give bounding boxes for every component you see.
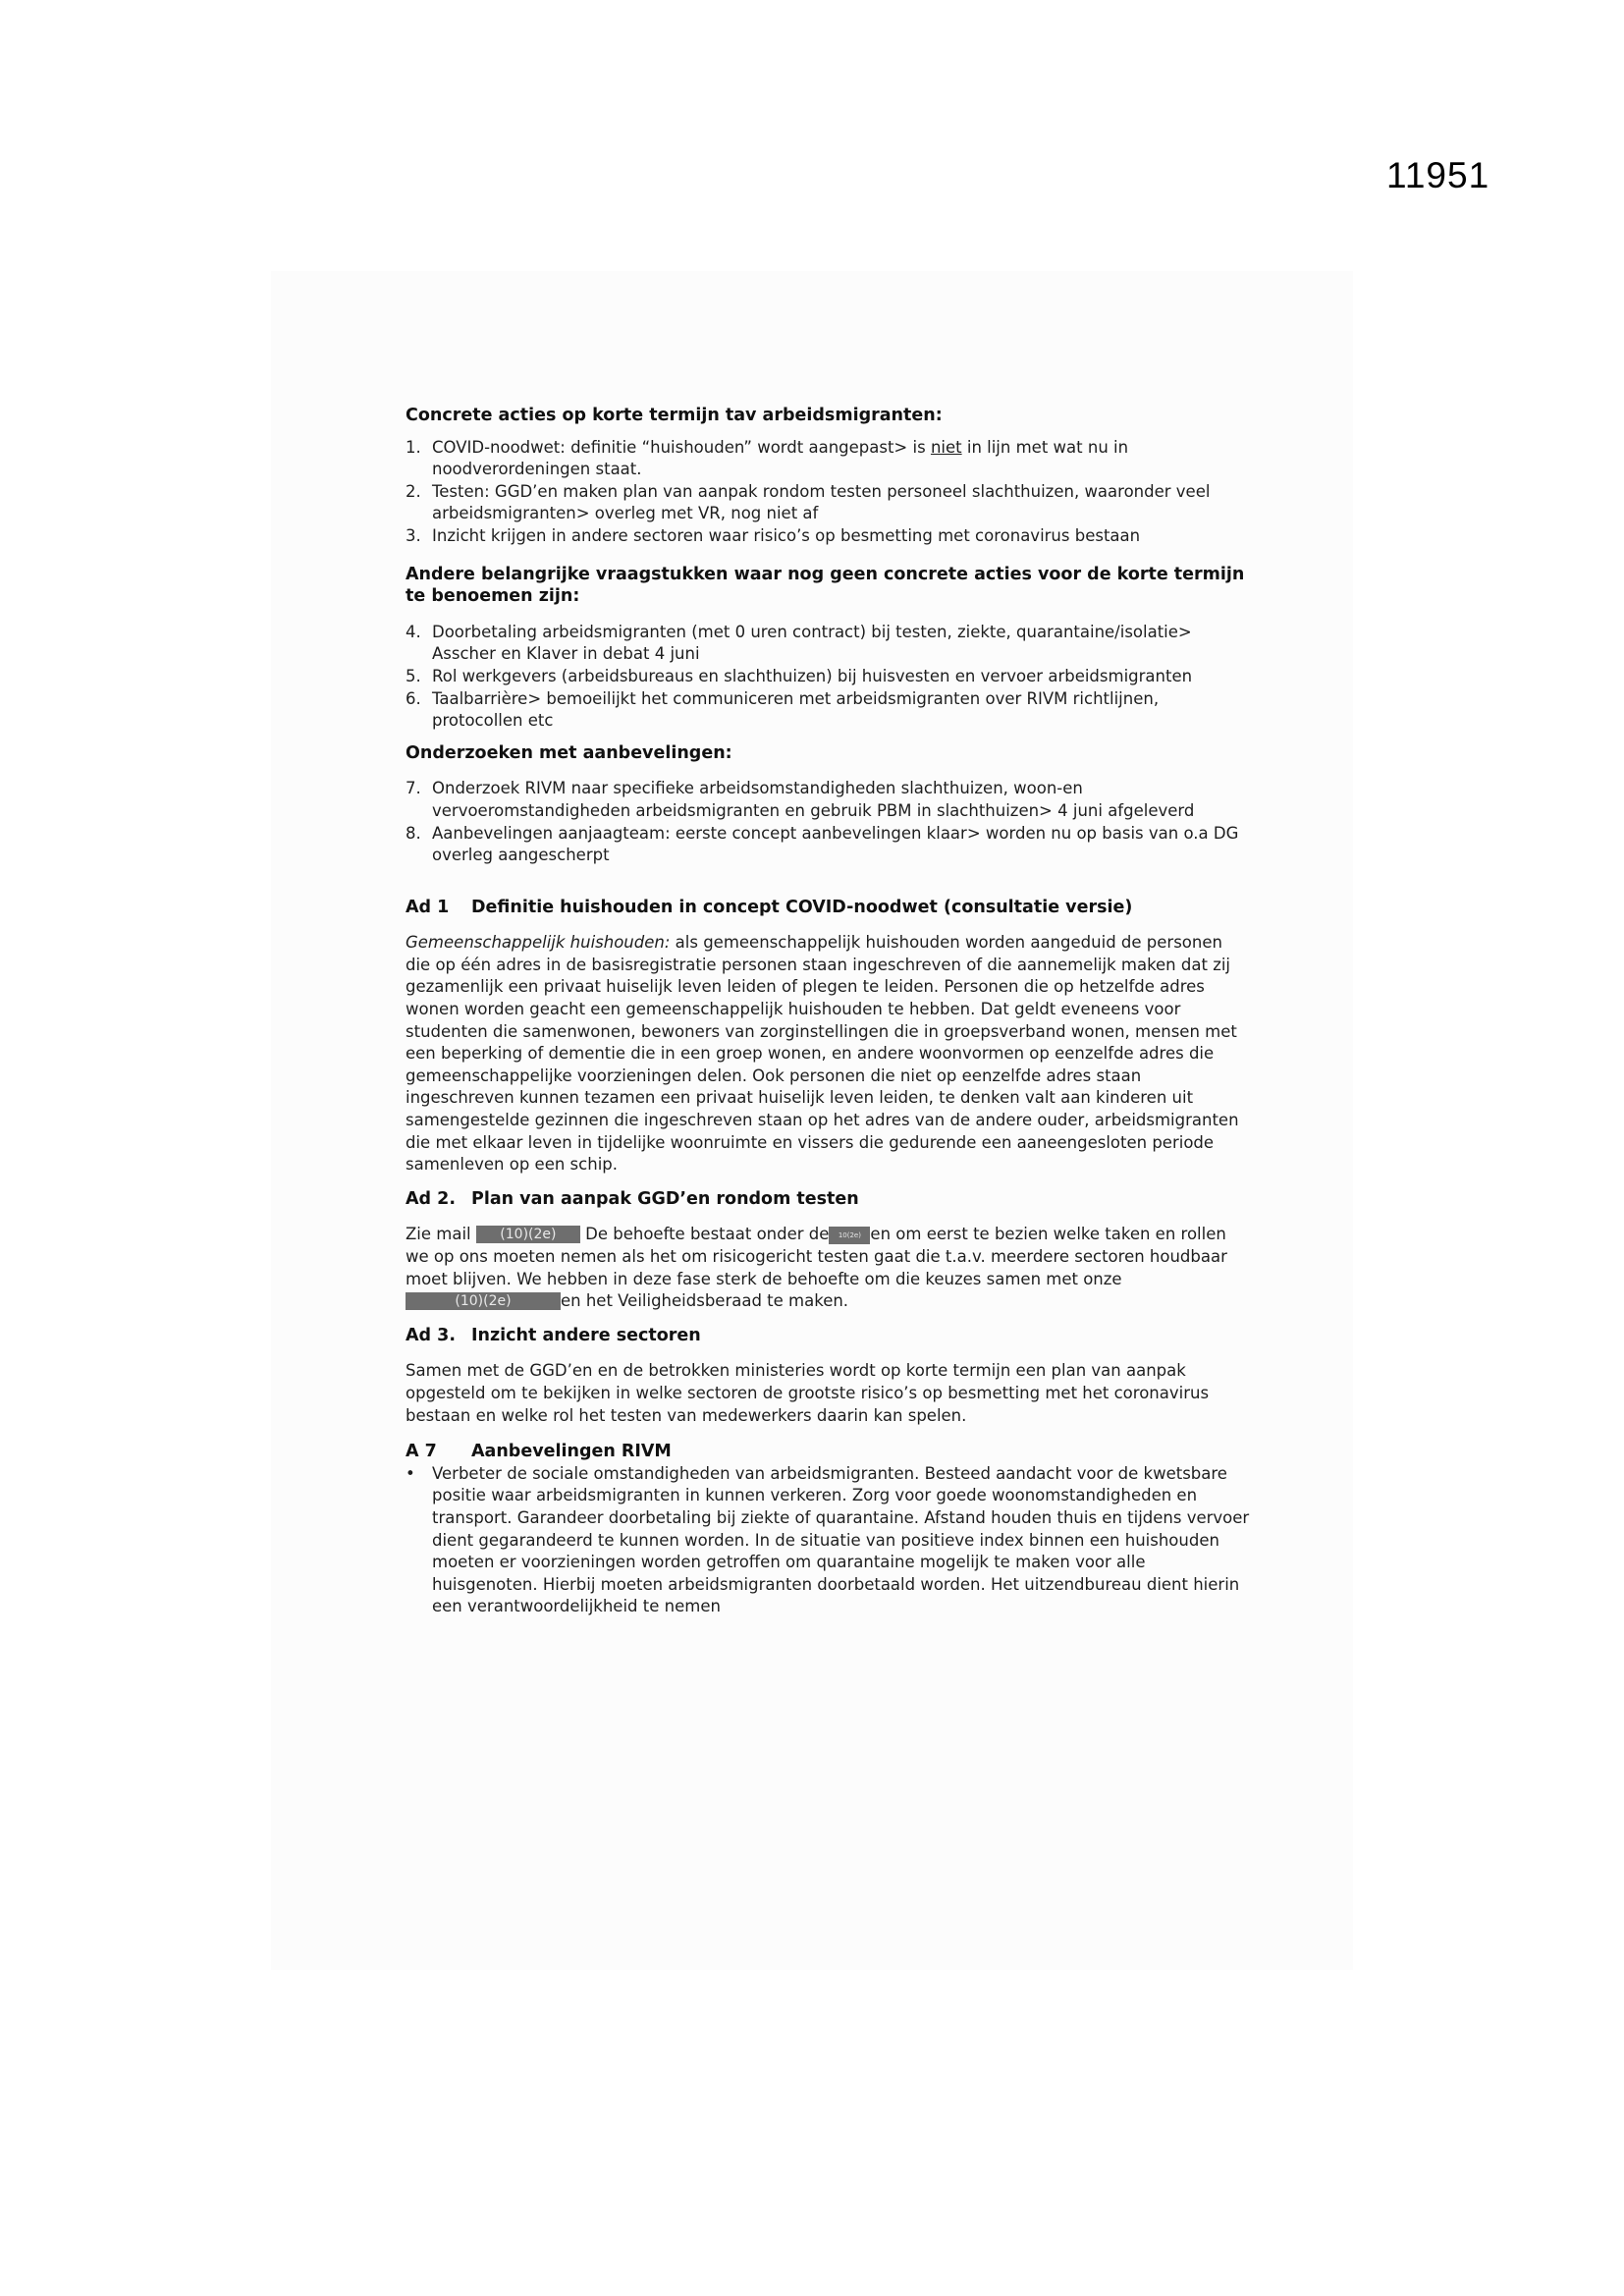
section-number: Ad 3. xyxy=(406,1325,456,1345)
heading-andere-vraagstukken: Andere belangrijke vraagstukken waar nog geen concrete acties voor de korte termijn te benoemen zijn: xyxy=(406,564,1245,607)
list-vraagstukken xyxy=(406,622,1250,733)
list-aanbevelingen xyxy=(406,1463,1250,1618)
item-number: 3. xyxy=(406,525,421,545)
item-number: 1. xyxy=(406,437,421,457)
redaction-box: (10)(2e) xyxy=(476,1226,580,1243)
item-text: Rol werkgevers (arbeidsbureaus en slachthuizen) bij huisvesten en vervoer arbeidsmigranten xyxy=(432,666,1193,685)
heading-a7 xyxy=(406,1441,1250,1463)
item-text: Inzicht krijgen in andere sectoren waar risico’s op besmetting met coronavirus bestaan xyxy=(432,525,1141,545)
paragraph-inzicht-sectoren: Samen met de GGD’en en de betrokken ministeries wordt op korte termijn een plan van aanpak opgesteld om te bekijken in welke sectoren de grootste risico’s op besmetting met het coronavirus bestaan en welke rol het testen van medewerkers daarin kan spelen. xyxy=(406,1361,1210,1425)
section-number: Ad 2. xyxy=(406,1188,456,1209)
item-text: Onderzoek RIVM naar specifieke arbeidsomstandigheden slachthuizen, woon-en vervoeromstandigheden arbeidsmigranten en gebruik PBM in slachthuizen> 4 juni afgeleverd xyxy=(432,779,1195,820)
section-number: A 7 xyxy=(406,1442,437,1462)
item-number: 7. xyxy=(406,779,421,798)
section-title: Inzicht andere sectoren xyxy=(471,1325,701,1345)
heading-ad3 xyxy=(406,1325,1250,1347)
bullet: • xyxy=(406,1463,415,1483)
section-title: Definitie huishouden in concept COVID-noodwet (consultatie versie) xyxy=(471,897,1133,917)
list-item xyxy=(406,622,1250,666)
item-text: Doorbetaling arbeidsmigranten (met 0 uren contract) bij testen, ziekte, quarantaine/isolatie> Asscher en Klaver in debat 4 juni xyxy=(432,622,1192,664)
paragraph-definitie: Gemeenschappelijk huishouden: als gemeenschappelijk huishouden worden aangeduid de personen die op één adres in de basisregistratie personen staan ingeschreven of die aannemelijk maken dat zij gezamenlijk een privaat huiselijk leven leiden of plegen te leiden. Personen die op hetzelfde adres wonen worden geacht een gemeenschappelijk huishouden te hebben. Dat geldt eveneens voor studenten die samenwonen, bewoners van zorginstellingen die in groepsverband wonen, mensen met een beperking of dementie die in een groep wonen, en andere woonvormen op eenzelfde adres die gemeenschappelijke voorzieningen delen. Ook personen die niet op eenzelfde adres staan ingeschreven kunnen tezamen een privaat huiselijk leven leiden, te denken valt aan kinderen uit samengestelde gezinnen die ingeschreven staan op het adres van de andere ouder, arbeidsmigranten die met elkaar leven in tijdelijke woonruimte en vissers die gedurende een aaneengesloten periode samenleven op een schip. xyxy=(406,933,1239,1175)
heading-concrete-acties: Concrete acties op korte termijn tav arbeidsmigranten: xyxy=(406,406,943,425)
item-number: 6. xyxy=(406,688,421,708)
list-concrete-acties xyxy=(406,437,1250,548)
item-number: 5. xyxy=(406,666,421,685)
list-item xyxy=(406,481,1250,525)
redaction-box: (10)(2e) xyxy=(406,1292,561,1310)
heading-ad2 xyxy=(406,1188,1250,1211)
page-number: 11951 xyxy=(1386,155,1490,195)
item-text: Taalbarrière> bemoeilijkt het communiceren met arbeidsmigranten over RIVM richtlijnen, protocollen etc xyxy=(432,688,1160,731)
section-number: Ad 1 xyxy=(406,897,450,917)
list-item xyxy=(406,778,1250,822)
list-item xyxy=(406,525,1250,548)
paragraph-plan-van-aanpak: Zie mail (10)(2e) De behoefte bestaat onder de 10(2e) en om eerst te bezien welke taken en rollen we op ons moeten nemen als het om risicogericht testen gaat die t.a.v. meerdere sectoren houdbaar moet blijven. We hebben in deze fase sterk de behoefte om die keuzes samen met onze (10)(2e) en het Veiligheidsberaad te maken. xyxy=(406,1225,1227,1311)
document-body xyxy=(406,405,1250,1618)
redaction-box: 10(2e) xyxy=(829,1227,870,1244)
list-item xyxy=(406,688,1250,733)
list-onderzoeken xyxy=(406,778,1250,866)
list-item xyxy=(406,823,1250,867)
item-text: Aanbevelingen aanjaagteam: eerste concept aanbevelingen klaar> worden nu op basis van o.a DG overleg aangescherpt xyxy=(432,823,1239,865)
item-number: 2. xyxy=(406,481,421,501)
list-item xyxy=(406,437,1250,481)
list-item xyxy=(406,666,1250,688)
item-number: 8. xyxy=(406,823,421,843)
item-text: Verbeter de sociale omstandigheden van arbeidsmigranten. Besteed aandacht voor de kwetsbare positie waar arbeidsmigranten in kunnen verkeren. Zorg voor goede woonomstandigheden en transport. Garandeer doorbetaling bij ziekte of quarantaine. Afstand houden thuis en tijdens vervoer dient gegarandeerd te kunnen worden. In de situatie van positieve index binnen een huishouden moeten er voorzieningen worden getroffen om quarantaine mogelijk te maken voor alle huisgenoten. Hierbij moeten arbeidsmigranten doorbetaald worden. Het uitzendbureau dient hierin een verantwoordelijkheid te nemen xyxy=(432,1463,1250,1616)
heading-onderzoeken: Onderzoeken met aanbevelingen: xyxy=(406,742,732,763)
heading-ad1 xyxy=(406,897,1250,919)
underlined-word: niet xyxy=(930,437,962,457)
item-number: 4. xyxy=(406,622,421,641)
list-item xyxy=(406,1463,1250,1618)
item-text: COVID-noodwet: definitie “huishouden” wordt aangepast> is niet in lijn met wat nu in noodverordeningen staat. xyxy=(432,437,1129,479)
section-title: Aanbevelingen RIVM xyxy=(471,1442,672,1462)
section-title: Plan van aanpak GGD’en rondom testen xyxy=(471,1188,859,1209)
item-text: Testen: GGD’en maken plan van aanpak rondom testen personeel slachthuizen, waaronder veel arbeidsmigranten> overleg met VR, nog niet af xyxy=(432,481,1211,523)
italic-term: Gemeenschappelijk huishouden: xyxy=(406,933,671,953)
